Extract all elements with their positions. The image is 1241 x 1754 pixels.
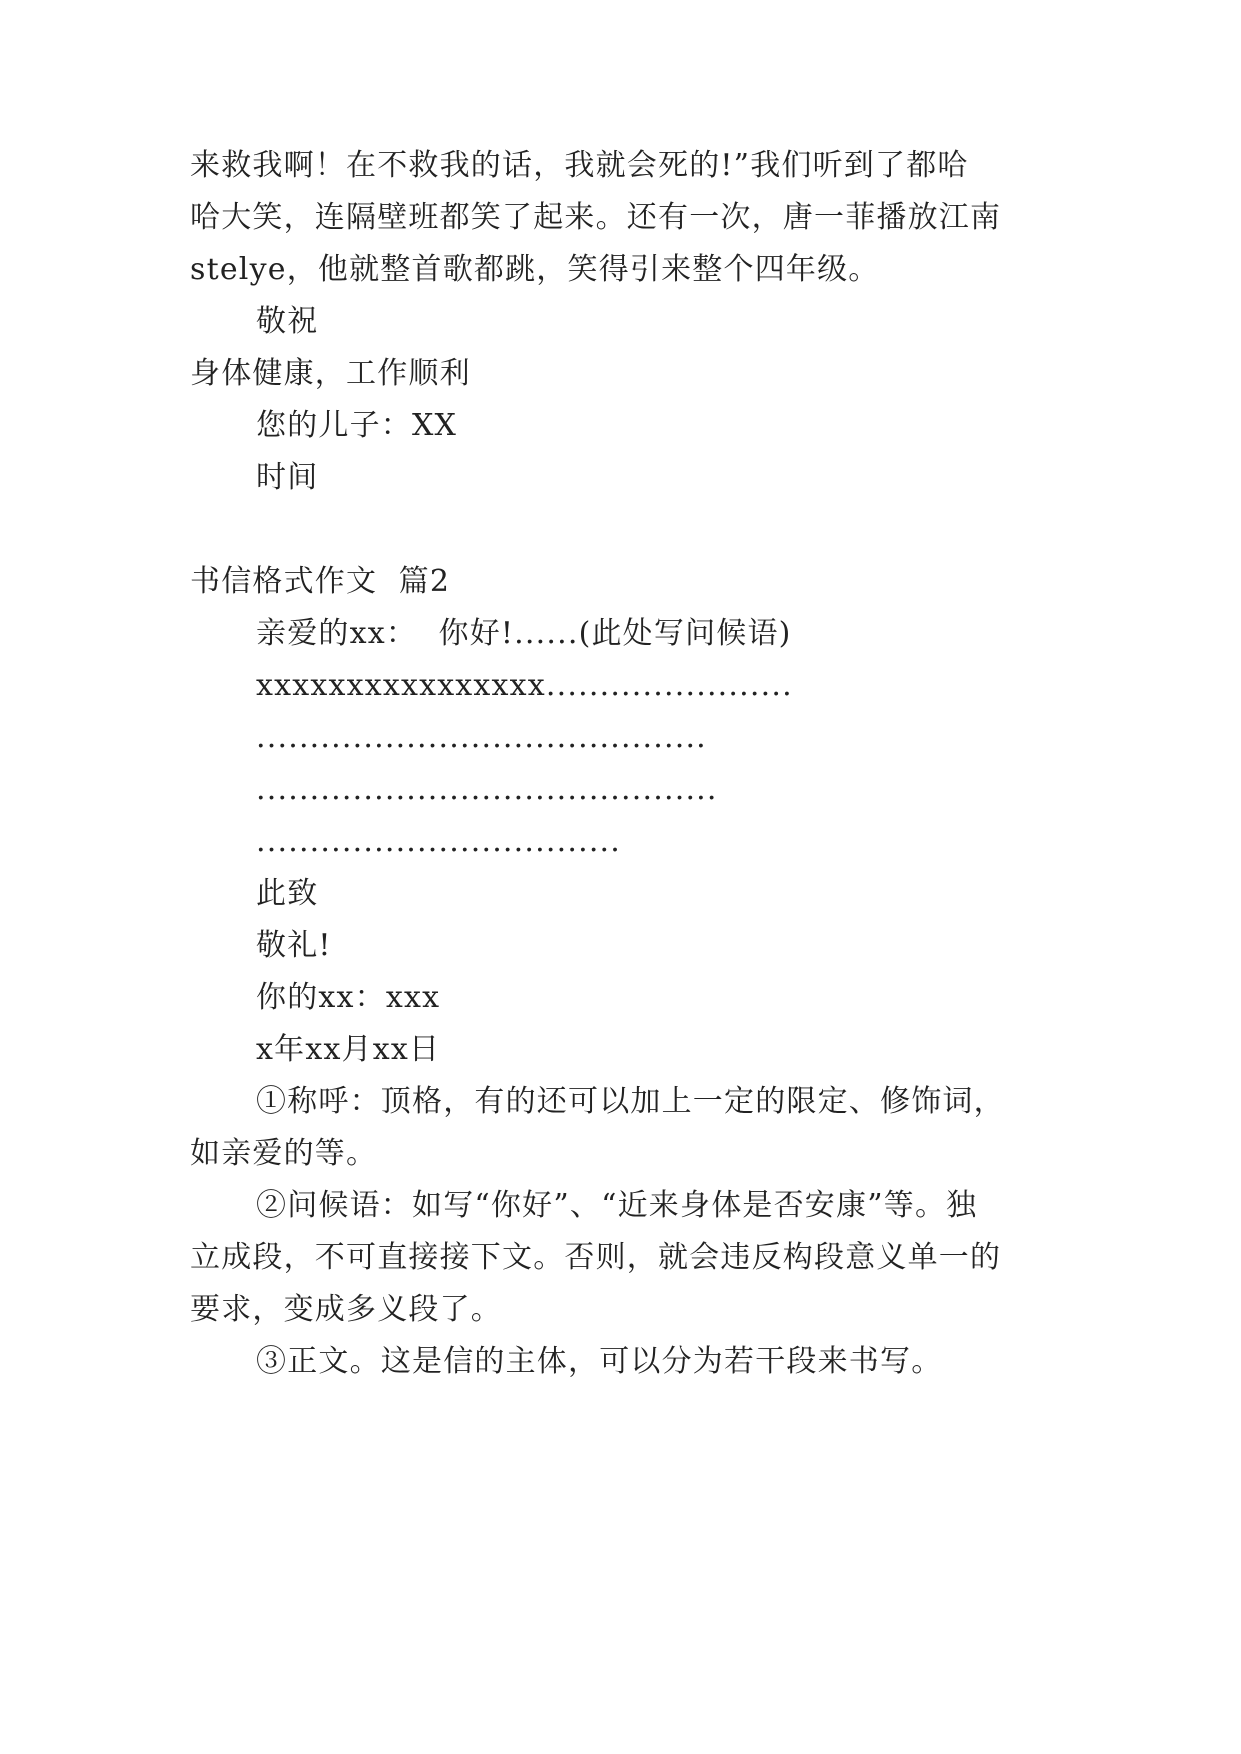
closing-salutation: 敬祝 xyxy=(256,304,319,339)
paragraph-line: 哈大笑，连隔壁班都笑了起来。还有一次，唐一菲播放江南 xyxy=(190,200,1002,235)
note-line: ①称呼：顶格，有的还可以加上一定的限定、修饰词， xyxy=(256,1084,1005,1119)
body-placeholder-line: ........................................... xyxy=(256,772,718,807)
note-line: 如亲爱的等。 xyxy=(190,1136,378,1171)
paragraph-line: 来救我啊！在不救我的话，我就会死的!”我们听到了都哈 xyxy=(190,148,969,183)
note-line: ②问候语：如写“你好”、“近来身体是否安康”等。独 xyxy=(256,1188,978,1223)
closing-salutation: 此致 xyxy=(256,876,319,911)
body-placeholder-line: .................................. xyxy=(256,824,622,859)
date-line: x年xx月xx日 xyxy=(256,1032,441,1067)
signature: 你的xx：xxx xyxy=(256,980,441,1015)
closing-respect: 敬礼! xyxy=(256,928,332,963)
note-line: ③正文。这是信的主体，可以分为若干段来书写。 xyxy=(256,1344,943,1379)
greeting-line: 亲爱的xx： 你好!......(此处写问候语) xyxy=(256,616,792,651)
signature: 您的儿子：XX xyxy=(256,408,458,443)
note-line: 要求，变成多义段了。 xyxy=(190,1292,502,1327)
date-line: 时间 xyxy=(256,460,319,495)
note-line: 立成段，不可直接接下文。否则，就会违反构段意义单一的 xyxy=(190,1240,1002,1275)
body-placeholder-line: .......................................... xyxy=(256,720,707,755)
body-placeholder-line: xxxxxxxxxxxxxxxx....................... xyxy=(256,668,793,703)
paragraph-line: stelye，他就整首歌都跳，笑得引来整个四年级。 xyxy=(190,252,880,287)
section-title: 书信格式作文 篇2 xyxy=(190,564,451,599)
closing-wish: 身体健康，工作顺利 xyxy=(190,356,471,391)
